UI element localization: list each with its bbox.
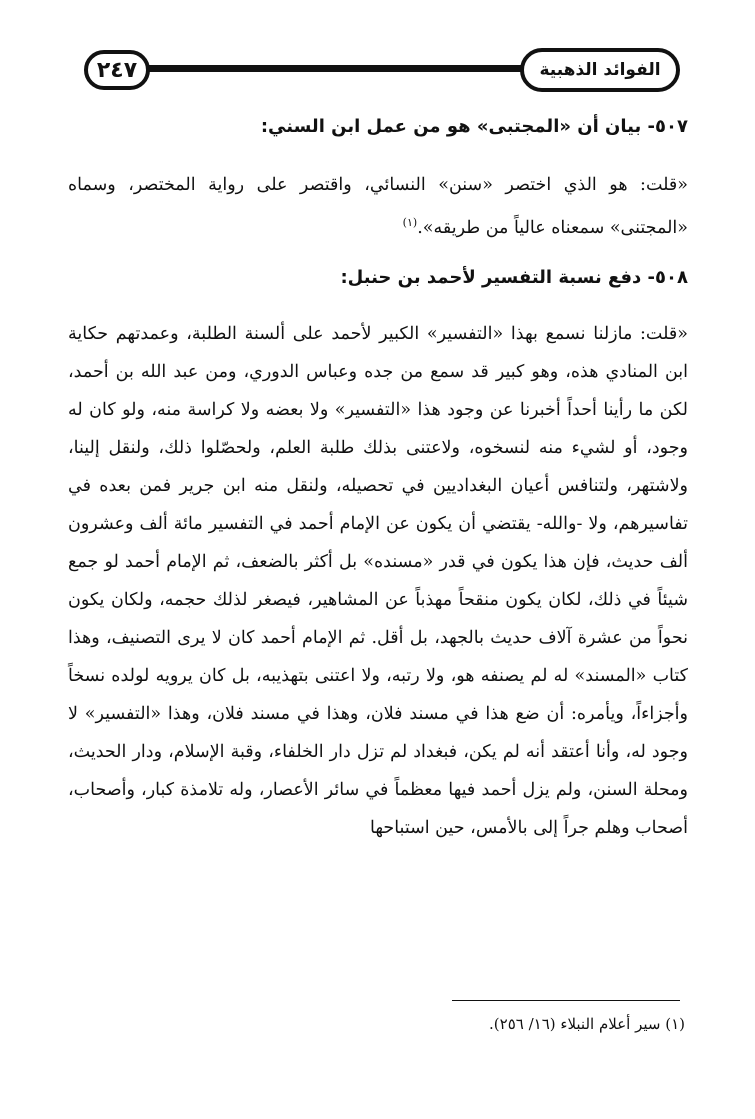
section-paragraph-508: «قلت: مازلنا نسمع بهذا «التفسير» الكبير لأحمد على ألسنة الطلبة، وعمدتهم حكاية ابن المنادي هذه، وهو كبير قد سمع من جده وعباس الدوري، ومن عبد الله بن أحمد، لكن ما رأينا أحداً أخبرنا عن وجود هذا «التفسير» ولا بعضه ولا كراسة منه، ولو كان له وجود، أو لشيء منه لنسخوه، ولاعتنى بذلك طلبة العلم، ولحصّلوا ذلك، ولنقل إلينا، ولاشتهر، ولتنافس أعيان البغداديين في تحصيله، ولنقل منه ابن جرير فمن بعده في تفاسيرهم، ولا -والله- يقتضي أن يكون عن الإمام أحمد في التفسير مائة ألف وعشرون ألف حديث، فإن هذا يكون في قدر «مسنده» بل أكثر بالضعف، ثم الإمام أحمد لو جمع شيئاً في ذلك، لكان يكون منقحاً مهذباً عن المشاهير، فيصغر لذلك حجمه، ولكان يكون نحواً من عشرة آلاف حديث بالجهد، بل أقل. ثم الإمام أحمد كان لا يرى التصنيف، وهذا كتاب «المسند» له لم يصنفه هو، ولا رتبه، ولا اعتنى بتهذيبه، بل كان يرويه لولده نسخاً وأجزاءاً، ويأمره: أن ضع هذا في مسند فلان، وهذا في مسند فلان، وهذا «التفسير» لا وجود له، وأنا أعتقد أنه لم يكن، فبغداد لم تزل دار الخلفاء، وقبة الإسلام، ودار الحديث، ومحلة السنن، ولم يزل أحمد فيها معظماً في سائر الأعصار، وله تلامذة كبار، وأصحاب، أصحاب وهلم جراً إلى بالأمس، حين استباحها (68, 323, 688, 838)
header-rule (124, 65, 530, 72)
footnote: (١) سير أعلام النبلاء (١٦/ ٢٥٦). (489, 1015, 685, 1033)
paragraph-text: «قلت: هو الذي اختصر «سنن» النسائي، واقتصر على رواية المختصر، وسماه «المجتنى» سمعناه عالياً من طريقه». (68, 175, 688, 238)
page-header (84, 44, 680, 94)
page-number: ٢٤٧ (84, 50, 150, 90)
section-heading-508: ٥٠٨- دفع نسبة التفسير لأحمد بن حنبل: (340, 266, 688, 288)
page-body (68, 108, 688, 847)
section-heading-507: ٥٠٧- بيان أن «المجتبى» هو من عمل ابن السني: (260, 116, 688, 137)
section-paragraph-507 (68, 166, 688, 247)
running-title: الفوائد الذهبية (520, 48, 680, 92)
footnote-marker: (١) (402, 216, 418, 229)
footnote-separator (452, 1000, 680, 1001)
